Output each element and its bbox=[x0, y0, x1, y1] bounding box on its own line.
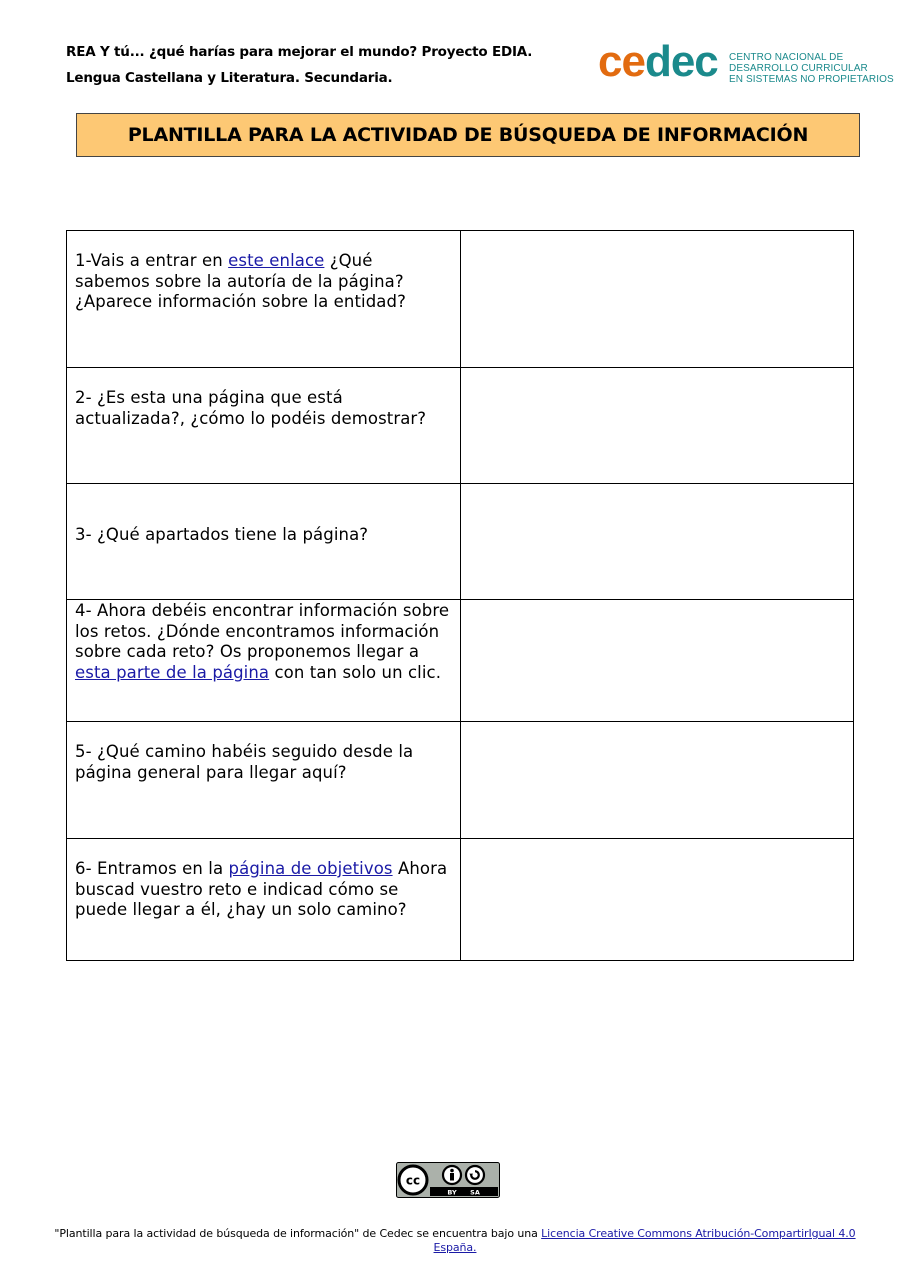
header-line-2: Lengua Castellana y Literatura. Secundaria. bbox=[66, 70, 393, 86]
cedec-wordmark-part2: dec bbox=[644, 37, 718, 86]
table-row bbox=[67, 839, 854, 961]
answer-cell[interactable] bbox=[461, 484, 854, 600]
table-row bbox=[67, 484, 854, 600]
question-text bbox=[67, 839, 460, 921]
cedec-tagline-line: EN SISTEMAS NO PROPIETARIOS bbox=[729, 74, 894, 85]
question-text bbox=[67, 368, 460, 429]
question-text bbox=[67, 600, 460, 683]
question-text-part: 4- Ahora debéis encontrar información sobre los retos. ¿Dónde encontramos información sobre cada reto? Os proponemos llegar a bbox=[75, 601, 450, 661]
table-row bbox=[67, 368, 854, 484]
question-text-part: ¿Qué sabemos sobre la autoría de la página? ¿Aparece información sobre la entidad? bbox=[75, 251, 406, 311]
page-title: PLANTILLA PARA LA ACTIVIDAD DE BÚSQUEDA DE INFORMACIÓN bbox=[76, 113, 860, 157]
license-footer bbox=[40, 1227, 870, 1255]
question-text bbox=[67, 484, 460, 546]
cedec-logo bbox=[598, 37, 894, 92]
question-link[interactable]: este enlace bbox=[228, 251, 325, 270]
cedec-tagline-line: DESARROLLO CURRICULAR bbox=[729, 63, 868, 74]
question-cell bbox=[67, 231, 461, 368]
table-row bbox=[67, 722, 854, 839]
answer-cell[interactable] bbox=[461, 368, 854, 484]
cc-by-sa-badge[interactable] bbox=[396, 1162, 500, 1198]
question-link[interactable]: esta parte de la página bbox=[75, 662, 270, 682]
table-row bbox=[67, 231, 854, 368]
footer-text: "Plantilla para la actividad de búsqueda de información" de Cedec se encuentra bajo una bbox=[54, 1227, 542, 1240]
question-text-part: 1-Vais a entrar en bbox=[75, 251, 229, 270]
cedec-wordmark-part1: ce bbox=[598, 37, 645, 86]
cc-badge-label: BY bbox=[447, 1188, 457, 1197]
question-text-part: 6- Entramos en la bbox=[75, 859, 229, 878]
answer-cell[interactable] bbox=[461, 600, 854, 722]
svg-text:cc: cc bbox=[405, 1173, 421, 1188]
cedec-wordmark bbox=[598, 34, 718, 90]
question-table bbox=[66, 230, 854, 961]
cc-badge-label: SA bbox=[470, 1188, 480, 1197]
question-cell bbox=[67, 839, 461, 961]
question-text-part: 2- ¿Es esta una página que está actualizada?, ¿cómo lo podéis demostrar? bbox=[75, 388, 427, 428]
question-text bbox=[67, 722, 460, 783]
table-row bbox=[67, 600, 854, 722]
question-text-part: con tan solo un clic. bbox=[269, 662, 442, 682]
question-text-part: 3- ¿Qué apartados tiene la página? bbox=[75, 525, 369, 544]
question-cell bbox=[67, 722, 461, 839]
question-text-part: Ahora buscad vuestro reto e indicad cómo se puede llegar a él, ¿hay un solo camino? bbox=[75, 859, 448, 919]
answer-cell[interactable] bbox=[461, 231, 854, 368]
question-text bbox=[67, 231, 460, 313]
answer-cell[interactable] bbox=[461, 839, 854, 961]
question-link[interactable]: página de objetivos bbox=[228, 859, 393, 878]
question-cell bbox=[67, 600, 461, 722]
header-line-1: REA Y tú... ¿qué harías para mejorar el mundo? Proyecto EDIA. bbox=[66, 44, 533, 60]
cedec-tagline-line: CENTRO NACIONAL DE bbox=[729, 52, 844, 63]
question-text-part: 5- ¿Qué camino habéis seguido desde la página general para llegar aquí? bbox=[75, 742, 414, 782]
cedec-tagline bbox=[729, 52, 894, 85]
answer-cell[interactable] bbox=[461, 722, 854, 839]
question-cell bbox=[67, 368, 461, 484]
license-link[interactable]: Licencia Creative Commons Atribución-CompartirIgual 4.0 España. bbox=[433, 1227, 856, 1254]
question-cell bbox=[67, 484, 461, 600]
